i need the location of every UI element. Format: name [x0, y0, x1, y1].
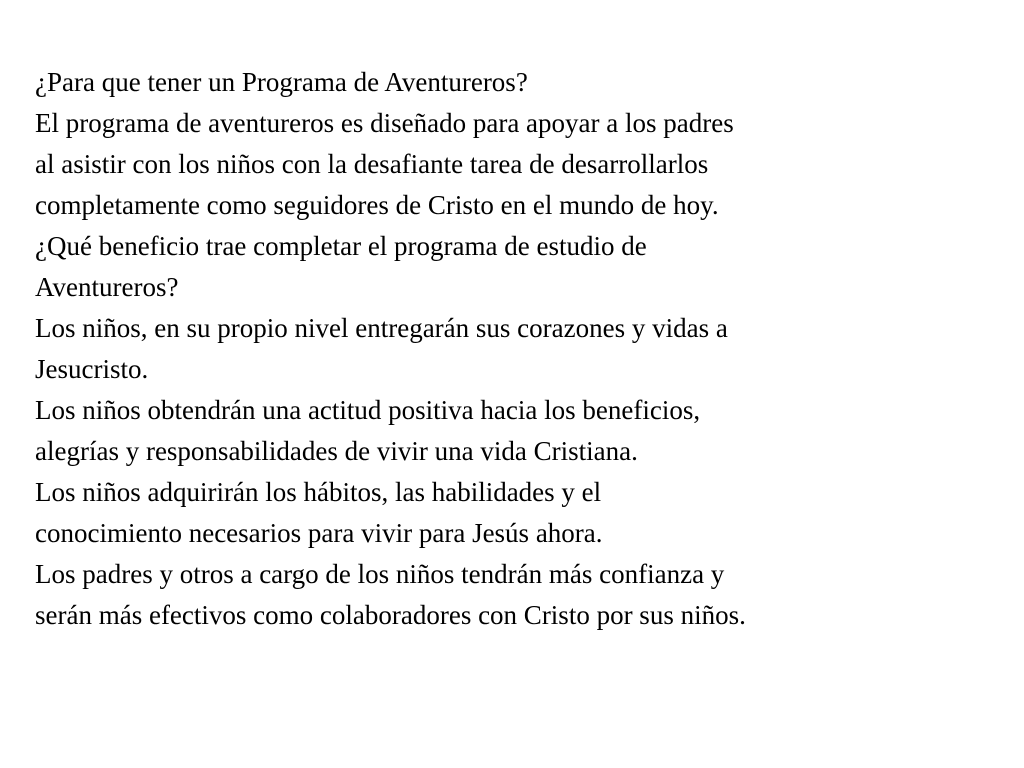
benefit-line: Los niños obtendrán una actitud positiva hacia los beneficios, [35, 395, 701, 425]
benefit-line: conocimiento necesarios para vivir para Jesús ahora. [35, 518, 603, 548]
benefit-line: Los padres y otros a cargo de los niños tendrán más confianza y [35, 559, 725, 589]
benefit-line: Los niños adquirirán los hábitos, las habilidades y el [35, 477, 602, 507]
benefit-line: alegrías y responsabilidades de vivir una vida Cristiana. [35, 436, 638, 466]
question-heading-2-cont: Aventureros? [35, 272, 179, 302]
question-heading-2: ¿Qué beneficio trae completar el programa de estudio de [35, 231, 647, 261]
benefit-line: serán más efectivos como colaboradores con Cristo por sus niños. [35, 600, 746, 630]
answer-line: El programa de aventureros es diseñado para apoyar a los padres [35, 108, 734, 138]
benefit-line: Jesucristo. [35, 354, 149, 384]
answer-line: al asistir con los niños con la desafiante tarea de desarrollarlos [35, 149, 709, 179]
answer-line: completamente como seguidores de Cristo en el mundo de hoy. [35, 190, 719, 220]
benefit-line: Los niños, en su propio nivel entregarán sus corazones y vidas a [35, 313, 728, 343]
body-text [35, 62, 995, 636]
question-heading-1: ¿Para que tener un Programa de Aventureros? [35, 67, 528, 97]
